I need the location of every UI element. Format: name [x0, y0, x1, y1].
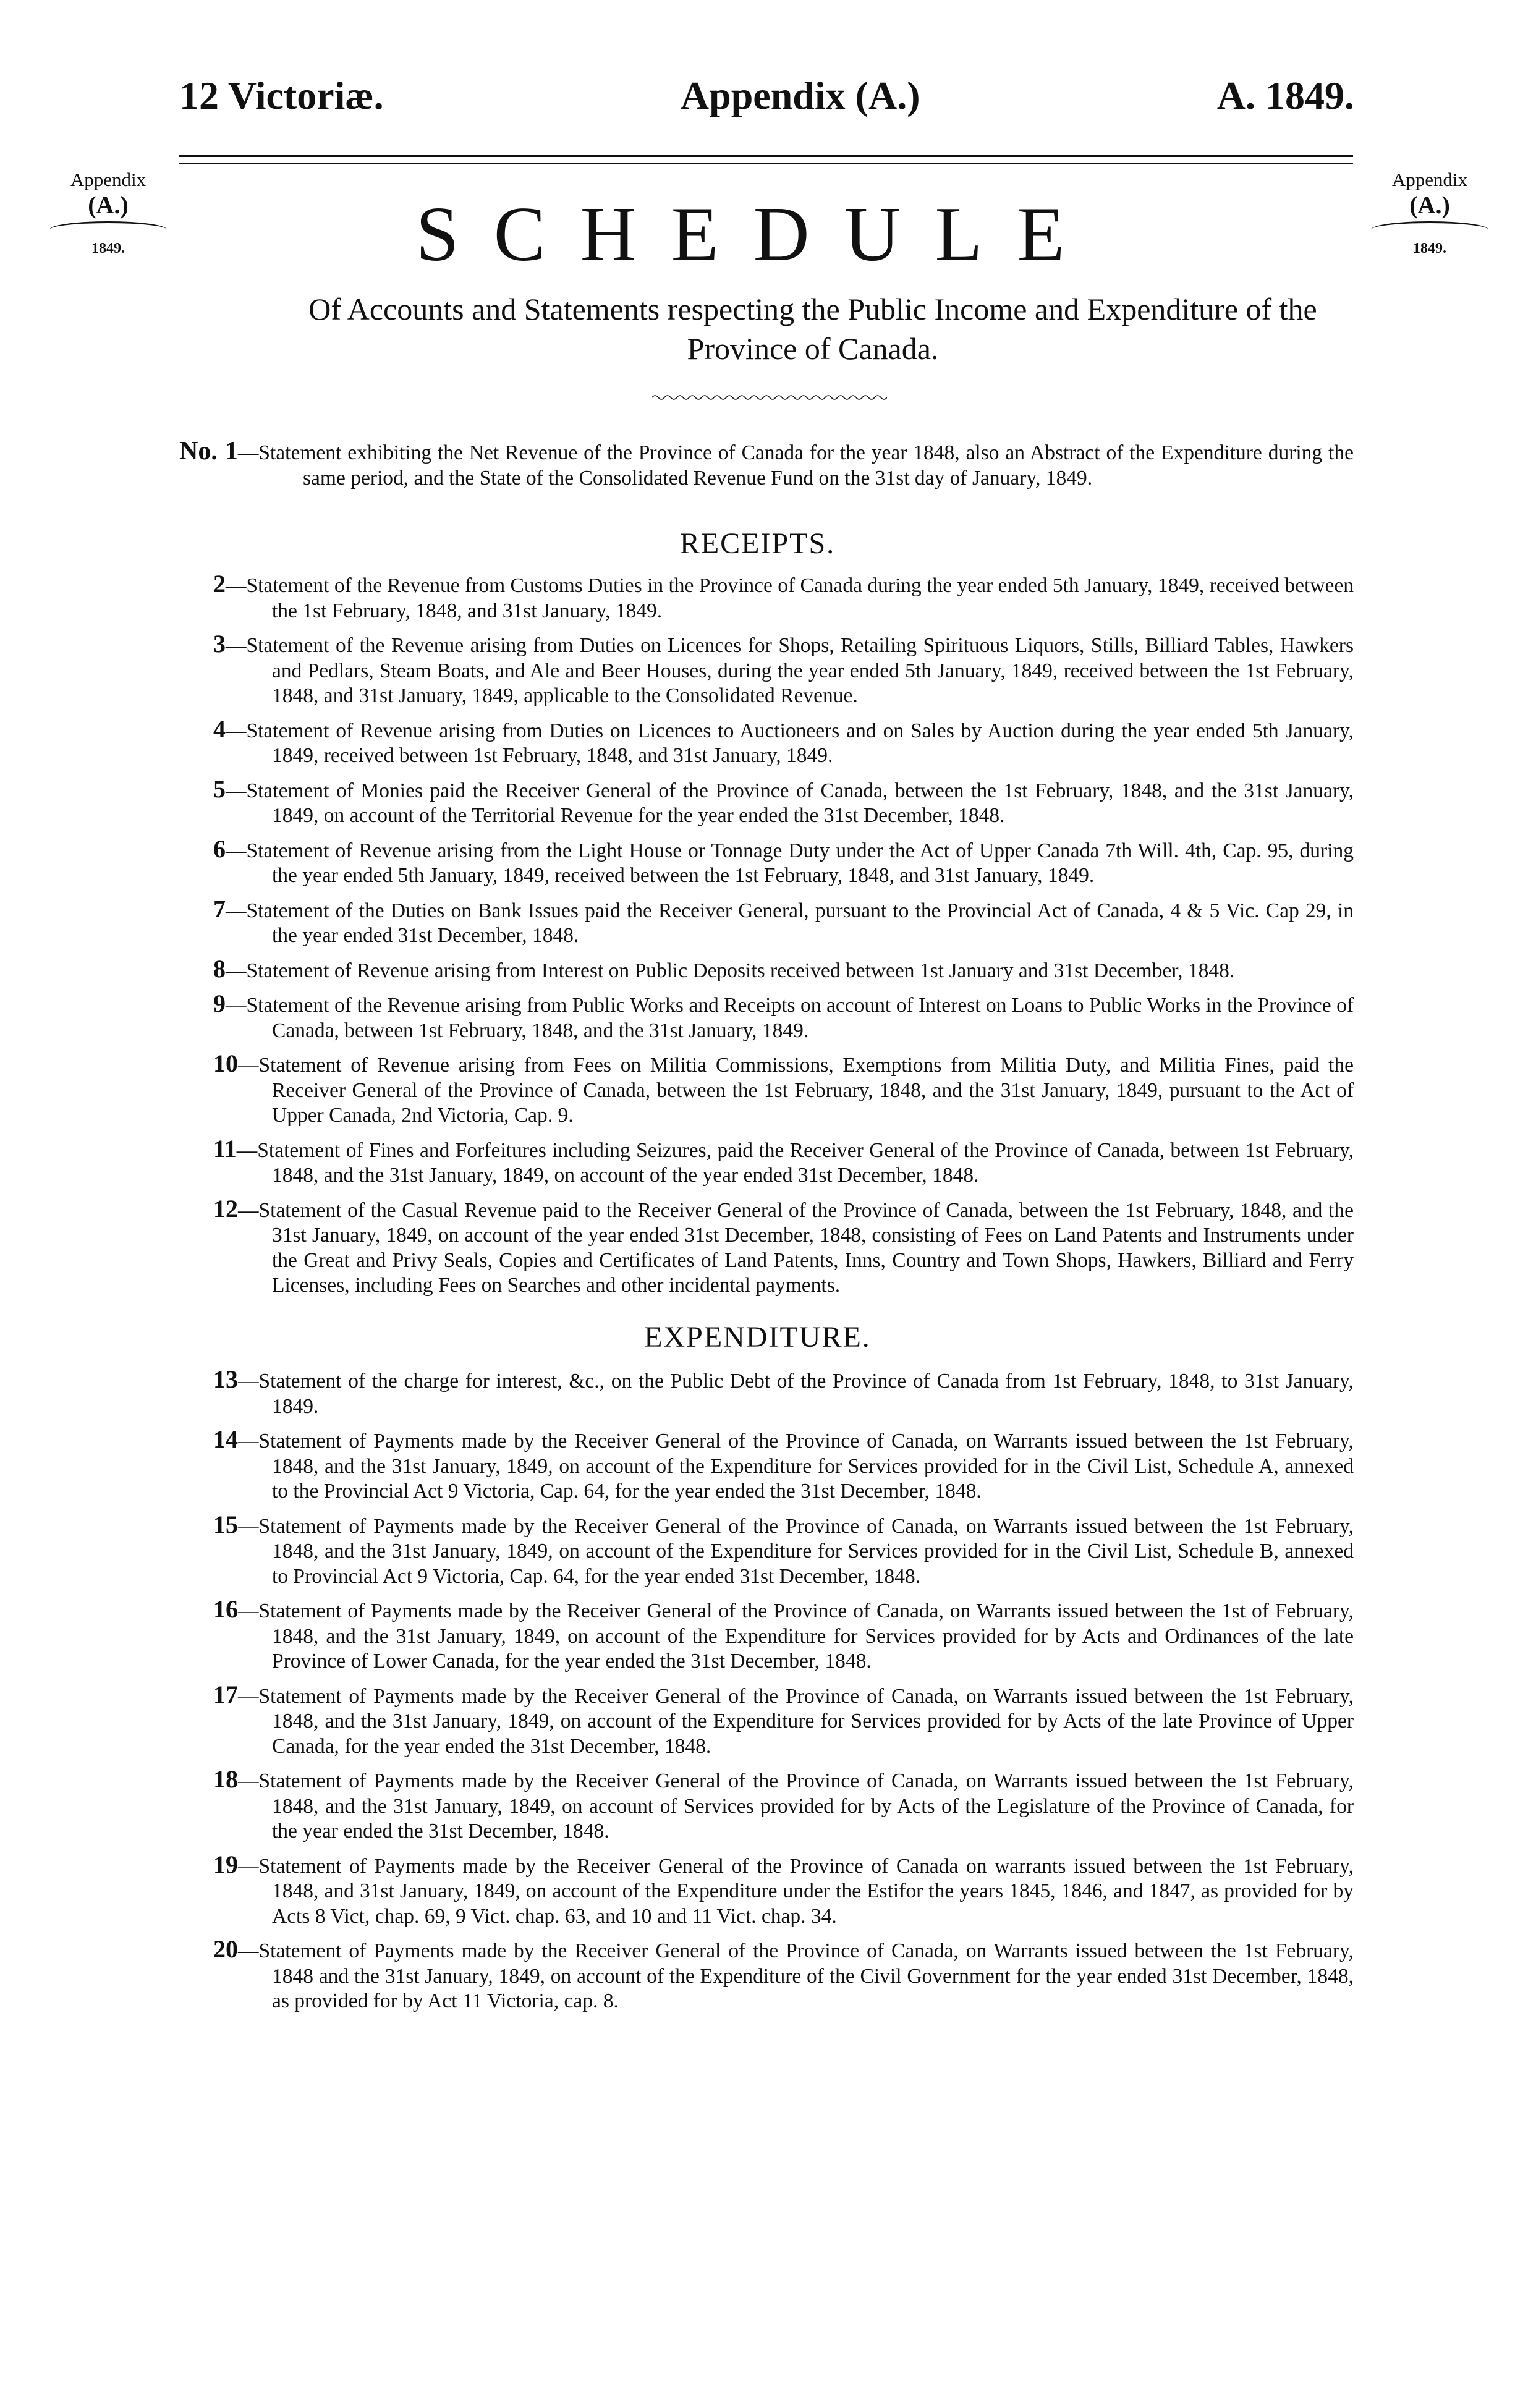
entry-number: 7 — [213, 894, 226, 923]
entry-text: —Statement of Payments made by the Receiver General of the Province of Canada, on Warrants issued between the 1st February, 1848, and the 31st January, 1849, on account of Services provided for by Acts of the Legislature of the Province of Canada, for the year ended the 31st December, 1848. — [238, 1770, 1354, 1842]
entry-12 — [213, 1194, 1354, 1299]
entry-4 — [213, 714, 1354, 769]
entry-6 — [213, 834, 1354, 889]
page-title: SCHEDULE — [415, 192, 1100, 278]
entry-text: —Statement of Payments made by the Receiver General of the Province of Canada, on Warrants issued between the 1st February, 1848, and the 31st January, 1849, on account of the Expenditure for Services provided for in the Civil List, Schedule A, annexed to the Provincial Act 9 Victoria, Cap. 64, for the year ended the 31st December, 1848. — [238, 1430, 1354, 1503]
entry-number: 13 — [213, 1365, 238, 1393]
entry-7 — [213, 894, 1354, 949]
entry-text: —Statement of the charge for interest, &c., on the Public Debt of the Province of Canada from 1st February, 1848, to 31st January, 1849. — [238, 1370, 1354, 1418]
entry-number: 16 — [213, 1595, 238, 1623]
entry-11 — [213, 1134, 1354, 1189]
receipts-list — [213, 570, 1354, 1307]
entry-8 — [213, 954, 1354, 984]
wavy-divider-icon — [652, 394, 887, 401]
margin-note-appendix-letter: (A.) — [1409, 191, 1450, 219]
entry-text: —Statement of the Revenue arising from Duties on Licences for Shops, Retailing Spirituous Liquors, Stills, Billiard Tables, Hawkers and Pedlars, Steam Boats, and Ale and Beer Houses, during the year ended 5th January, 1849, received between the 1st February, 1848, and 31st January, 1849, applicable to the Consolidated Revenue. — [226, 634, 1354, 707]
margin-note-year: 1849. — [91, 240, 125, 256]
entry-number: No. 1 — [179, 437, 238, 465]
entry-number: 8 — [213, 954, 226, 983]
margin-note-year: 1849. — [1413, 240, 1446, 256]
entry-text: —Statement of the Duties on Bank Issues paid the Receiver General, pursuant to the Provincial Act of Canada, 4 & 5 Vic. Cap 29, in the year ended 31st December, 1848. — [226, 899, 1354, 947]
entry-number: 20 — [213, 1935, 238, 1963]
entry-text: —Statement exhibiting the Net Revenue of the Province of Canada for the year 1848, also an Abstract of the Expenditure during the same period, and the State of the Consolidated Revenue Fund on the 31st day of January, 1849. — [237, 441, 1354, 490]
entry-text: —Statement of Monies paid the Receiver General of the Province of Canada, between the 1st February, 1848, and the 31st January, 1849, on account of the Territorial Revenue for the year ended the 31st December, 1848. — [226, 779, 1354, 827]
entry-13 — [213, 1365, 1354, 1419]
entry-14 — [213, 1425, 1354, 1504]
entry-number: 15 — [213, 1510, 238, 1538]
entry-text: —Statement of Revenue arising from Interest on Public Deposits received between 1st January and 31st December, 1848. — [226, 959, 1235, 982]
entry-text: —Statement of Payments made by the Receiver General of the Province of Canada on warrants issued between the 1st February, 1848, and 31st January, 1849, on account of the Expenditure under the Estifor the years 1845, 1846, and 1847, as provided for by Acts 8 Vict, chap. 69, 9 Vict. chap. 63, and 10 and 11 Vict. chap. 34. — [238, 1854, 1354, 1928]
entry-number: 6 — [213, 834, 226, 863]
entry-text: —Statement of Payments made by the Receiver General of the Province of Canada, on Warrants issued between the 1st February, 1848, and the 31st January, 1849, on account of the Expenditure for Services provided for in the Civil List, Schedule B, annexed to Provincial Act 9 Victoria, Cap. 64, for the year ended 31st December, 1848. — [238, 1514, 1354, 1588]
page-subtitle: Of Accounts and Statements respecting the Public Income and Expenditure of the Province of Canada. — [308, 292, 1317, 366]
entry-number: 17 — [213, 1680, 238, 1708]
entry-17 — [213, 1680, 1354, 1760]
running-head-center: Appendix (A.) — [680, 74, 920, 117]
running-head-right: A. 1849. — [1216, 74, 1354, 117]
entry-number: 14 — [213, 1425, 238, 1453]
entry-number: 4 — [213, 714, 226, 743]
header-double-rule — [179, 155, 1353, 164]
entry-number: 3 — [213, 630, 226, 658]
entry-15 — [213, 1510, 1354, 1590]
entry-text: —Statement of the Revenue from Customs Duties in the Province of Canada during the year ended 5th January, 1849, received between the 1st February, 1848, and 31st January, 1849. — [226, 574, 1354, 622]
margin-note-label: Appendix — [1391, 169, 1468, 190]
entry-5 — [213, 774, 1354, 829]
entry-text: —Statement of the Casual Revenue paid to the Receiver General of the Province of Canada, between the 1st February, 1848, and the 31st January, 1849, on account of the year ended 31st December, 1848, consisting of Fees on Land Patents and Instruments under the Great and Privy Seals, Copies and Certificates of Land Patents, Inns, Country and Town Shops, Hawkers, Billiard and Ferry Licenses, including Fees on Searches and other incidental payments. — [238, 1198, 1354, 1297]
entry-text: —Statement of Revenue arising from Fees on Militia Commissions, Exemptions from Militia Duty, and Militia Fines, paid the Receiver General of the Province of Canada, between the 1st February, 1848, and the 31st January, 1849, pursuant to the Act of Upper Canada, 2nd Victoria, Cap. 9. — [238, 1054, 1354, 1127]
entry-text: —Statement of Fines and Forfeitures including Seizures, paid the Receiver General of the Province of Canada, between 1st February, 1848, and the 31st January, 1849, on account of the year ended 31st December, 1848. — [236, 1138, 1354, 1187]
running-head-left: 12 Victoriæ. — [179, 74, 384, 117]
entry-number: 10 — [213, 1049, 238, 1077]
receipts-heading: RECEIPTS. — [679, 527, 836, 560]
entry-text: —Statement of Payments made by the Receiver General of the Province of Canada, on Warrants issued between the 1st February, 1848 and the 31st January, 1849, on account of the Expenditure of the Civil Government for the year ended 31st December, 1848, as provided for by Act 11 Victoria, cap. 8. — [238, 1940, 1354, 2012]
entry-18 — [213, 1765, 1354, 1844]
margin-note-label: Appendix — [70, 169, 146, 190]
margin-note-appendix-letter: (A.) — [88, 191, 129, 219]
expenditure-heading: EXPENDITURE. — [644, 1321, 871, 1354]
entry-text: —Statement of Payments made by the Receiver General of the Province of Canada, on Warrants issued between the 1st February, 1848, and the 31st January, 1849, on account of the Expenditure for Services provided for by Acts of the late Province of Upper Canada, for the year ended the 31st December, 1848. — [238, 1684, 1354, 1758]
entry-number: 12 — [213, 1194, 238, 1223]
entry-number: 11 — [213, 1134, 237, 1163]
entry-19 — [213, 1850, 1354, 1930]
entry-number: 5 — [213, 774, 226, 803]
entry-text: —Statement of Revenue arising from the Light House or Tonnage Duty under the Act of Upper Canada 7th Will. 4th, Cap. 95, during the year ended 5th January, 1849, received between the 1st February, 1848, and 31st January, 1849. — [226, 839, 1354, 887]
entry-number: 9 — [213, 990, 226, 1017]
running-head — [179, 73, 1354, 122]
entry-1 — [179, 439, 1354, 491]
entry-16 — [213, 1595, 1354, 1674]
expenditure-list — [213, 1365, 1354, 2022]
entry-2 — [213, 570, 1354, 624]
entry-number: 19 — [213, 1850, 238, 1878]
entry-text: —Statement of Revenue arising from Duties on Licences to Auctioneers and on Sales by Auction during the year ended 5th January, 1849, received between 1st February, 1848, and 31st January, 1849. — [226, 719, 1354, 767]
entry-9 — [213, 990, 1354, 1043]
entry-20 — [213, 1935, 1354, 2014]
entry-3 — [213, 630, 1354, 709]
entry-number: 18 — [213, 1765, 238, 1793]
entry-number: 2 — [213, 570, 226, 598]
entry-text: —Statement of the Revenue arising from Public Works and Receipts on account of Interest on Loans to Public Works in the Province of Canada, between 1st February, 1848, and the 31st January, 1849. — [226, 994, 1354, 1042]
entry-10 — [213, 1049, 1354, 1129]
entry-text: —Statement of Payments made by the Receiver General of the Province of Canada, on Warrants issued between the 1st of February, 1848, and the 31st January, 1849, on account of the Expenditure for Services provided for by Acts and Ordinances of the late Province of Lower Canada, for the year ended the 31st December, 1848. — [238, 1600, 1354, 1672]
